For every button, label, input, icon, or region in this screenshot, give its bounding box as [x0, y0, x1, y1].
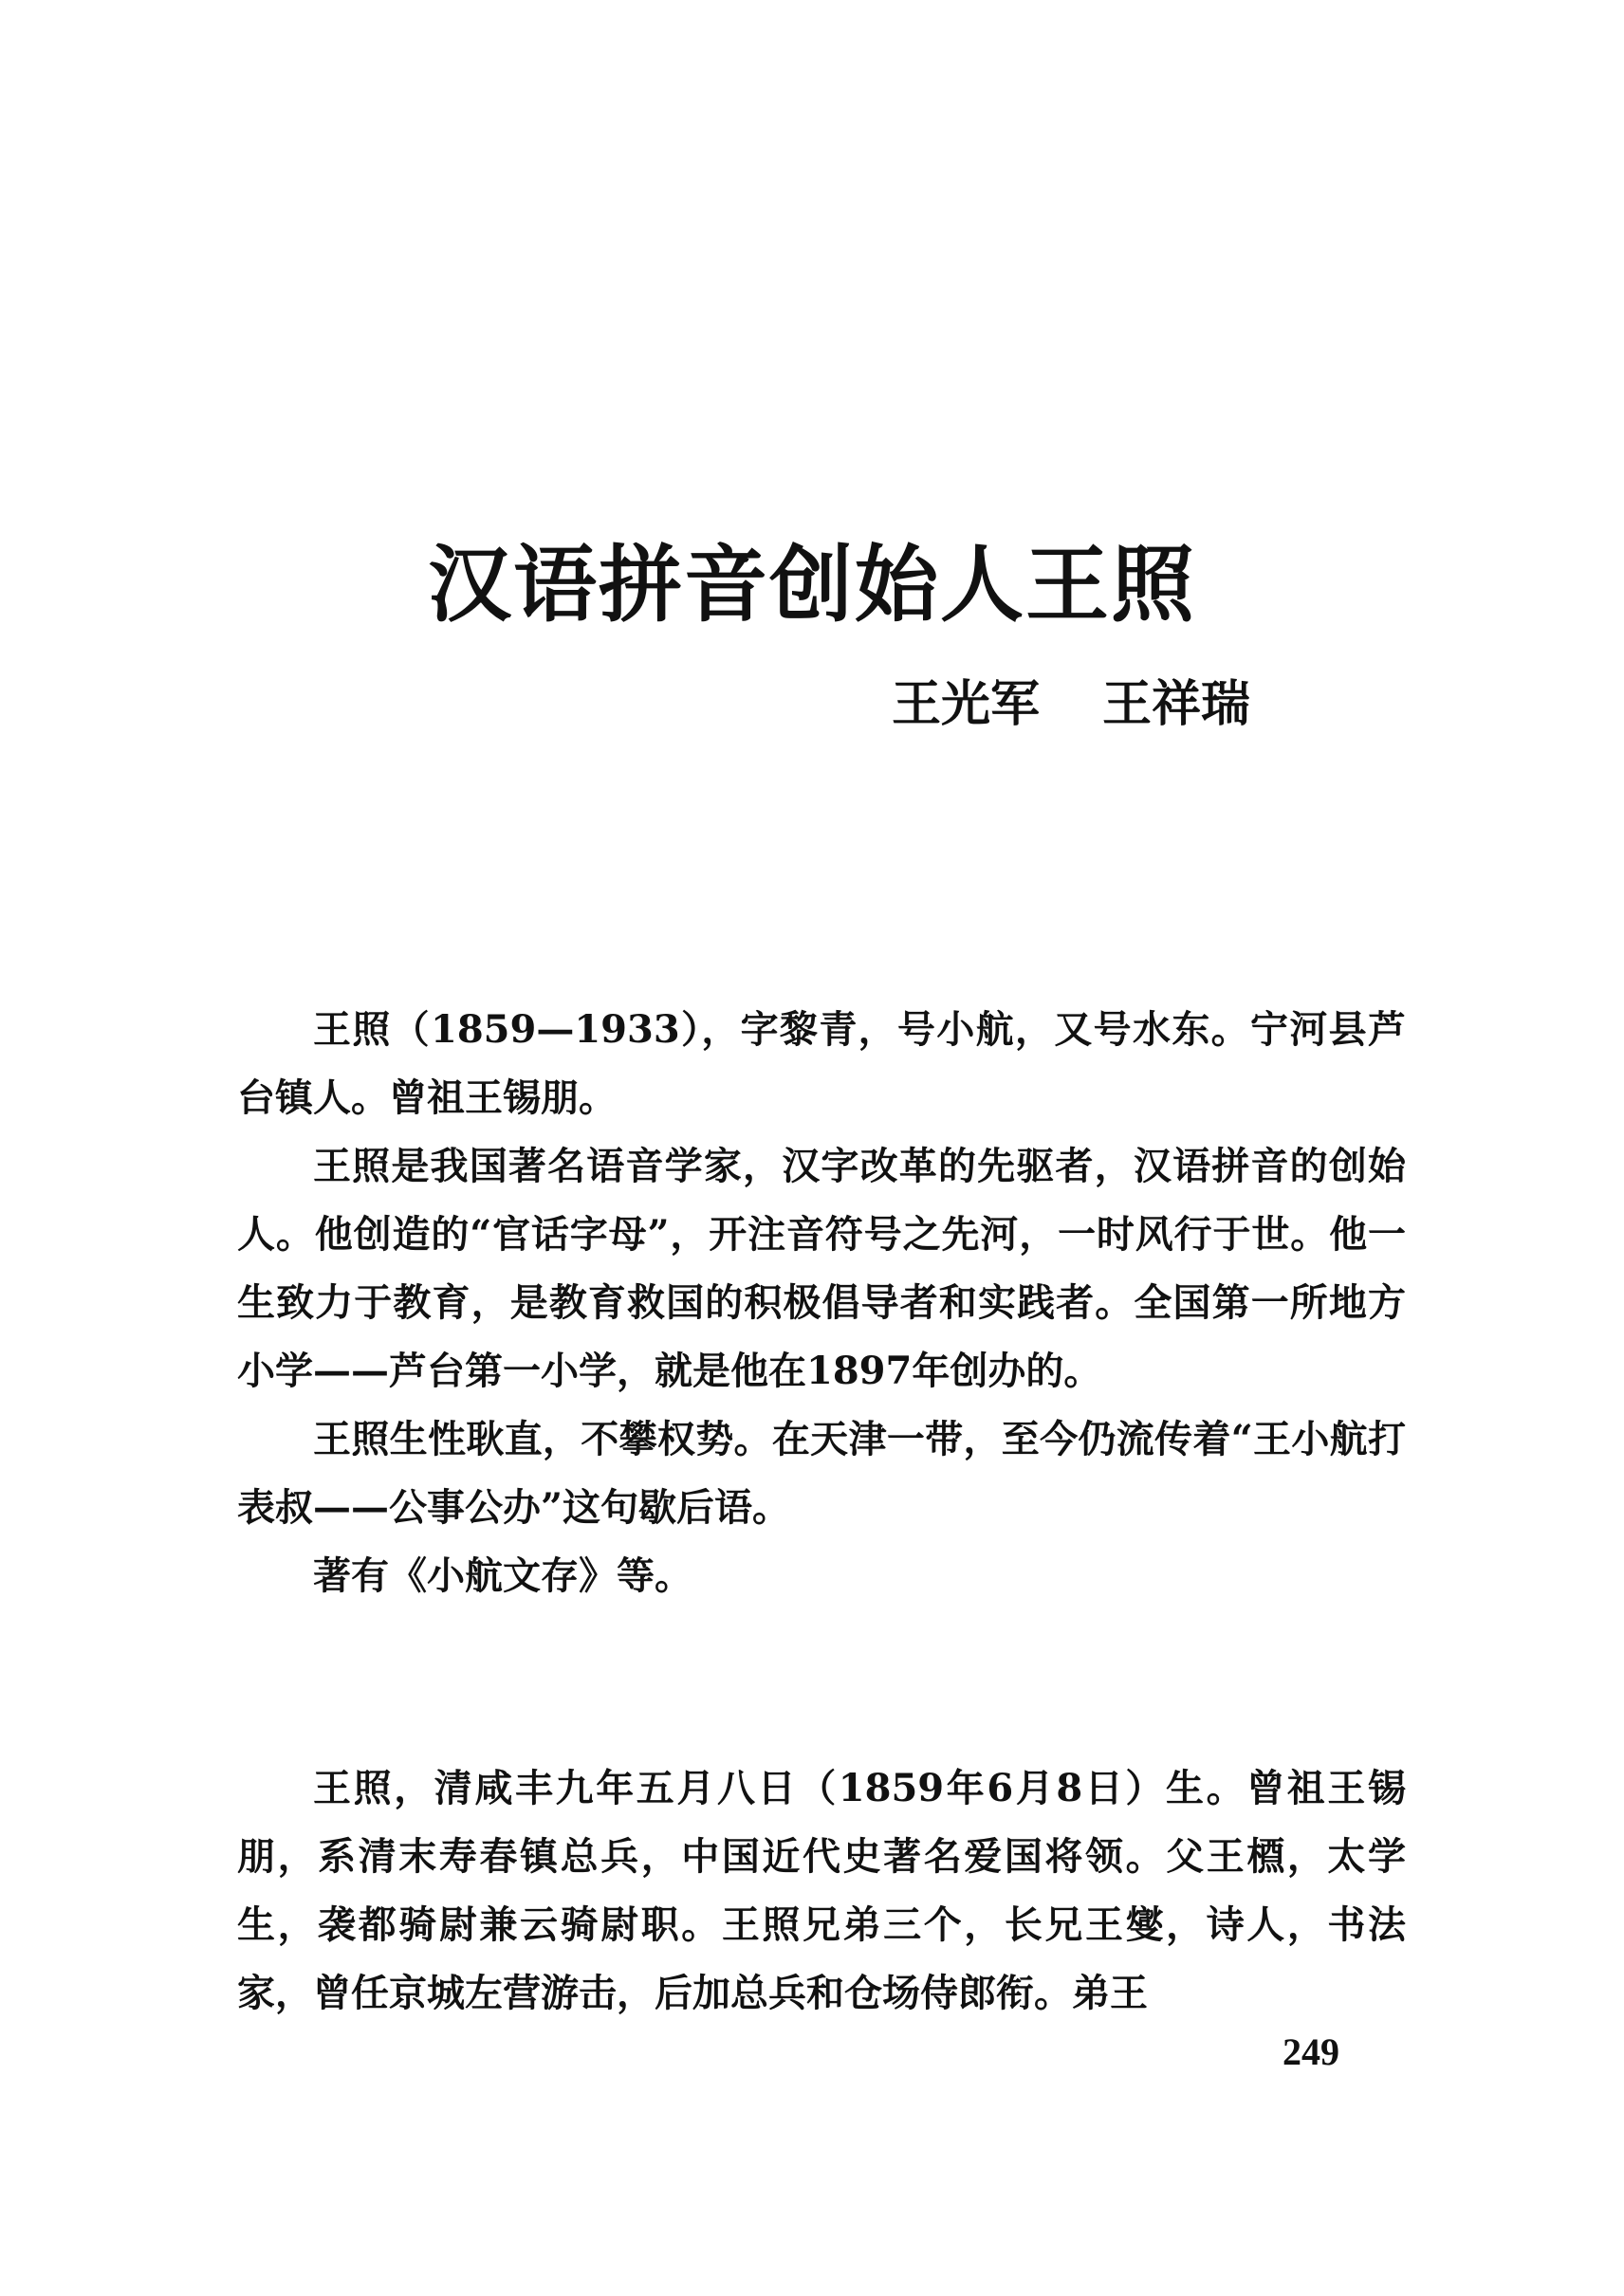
page-number: 249: [1283, 2030, 1339, 2073]
author-name: 王祥瑞: [1102, 675, 1251, 733]
body-text: [237, 1754, 1406, 2028]
intro-paragraph: 王照（1859—1933），字黎青，号小航，又号水东。宁河县芦台镇人。曾祖王锡朋。: [237, 1007, 1406, 1120]
intro-paragraph: 王照生性耿直，不攀权势。在天津一带，至今仍流传着“王小航打表叔——公事公办”这句歇后语。: [237, 1417, 1406, 1530]
author-line: [892, 675, 1250, 734]
intro-summary: [237, 996, 1406, 1610]
intro-paragraph: 王照是我国著名语音学家，汉字改革的先驱者，汉语拼音的创始人。他创造的“官话字母”，开注音符号之先河，一时风行于世。他一生致力于教育，是教育救国的积极倡导者和实践者。全国第一所地方小学——芦台第一小学，就是他在1897年创办的。: [237, 1144, 1406, 1393]
intro-paragraph: 著有《小航文存》等。: [313, 1553, 692, 1598]
article-title: 汉语拼音创始人王照: [427, 534, 1196, 634]
author-name: 王光军: [892, 675, 1041, 733]
body-paragraph: 王照，清咸丰九年五月八日（1859年6月8日）生。曾祖王锡朋，系清末寿春镇总兵，中国近代史著名爱国将领。父王槱，太学生，袭都骑尉兼云骑尉职。王照兄弟三个，长兄王燮，诗人，书法家，曾任京城左营游击，后加总兵和仓场侍郎衔。弟王: [237, 1766, 1406, 2015]
